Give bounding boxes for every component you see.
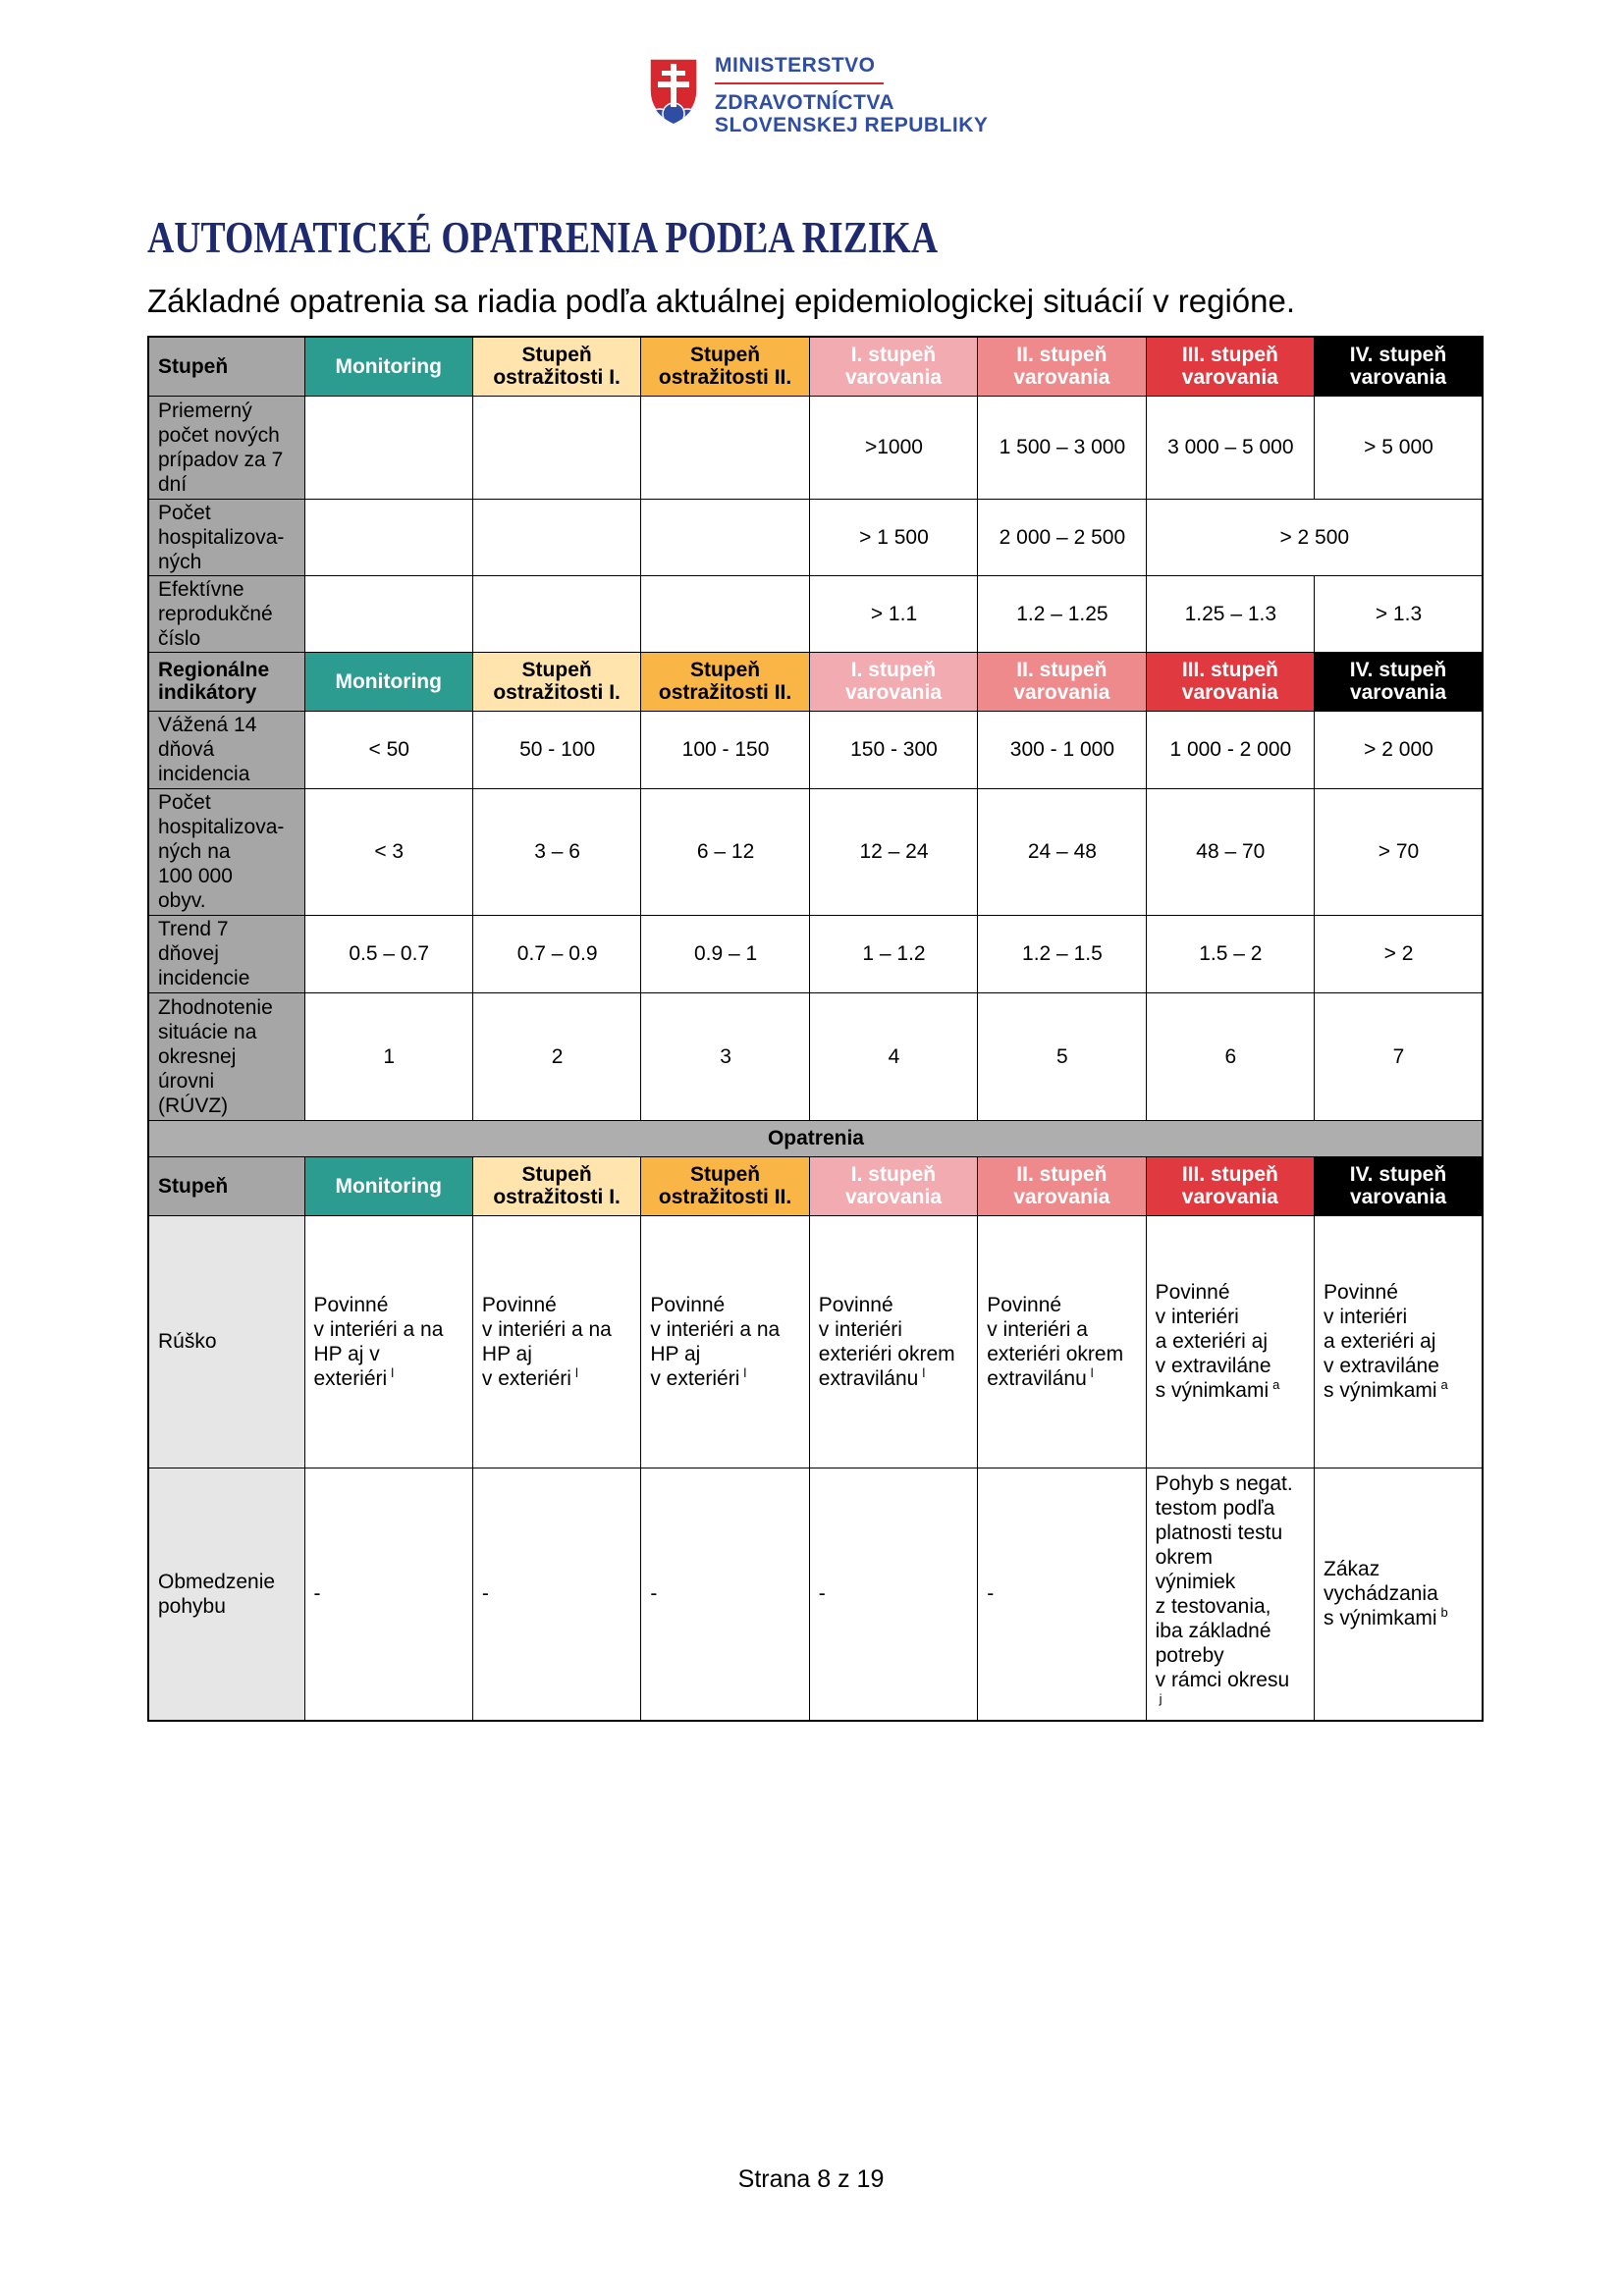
section-divider-row <box>148 1120 1483 1156</box>
table-cell <box>641 1215 809 1468</box>
level-header-vigilance-1: Stupeň ostražitosti I. <box>472 652 640 711</box>
level-header-warning-1: I. stupeň varovania <box>809 652 977 711</box>
level-header-warning-4: IV. stupeň varovania <box>1315 337 1483 396</box>
measure-row <box>148 1468 1483 1721</box>
table-cell <box>472 396 640 499</box>
table-cell <box>304 499 472 575</box>
level-header-warning-2: II. stupeň varovania <box>978 652 1146 711</box>
indicator-row <box>148 575 1483 652</box>
section-divider-title: Opatrenia <box>148 1120 1483 1156</box>
table-cell: 1.25 – 1.3 <box>1146 575 1314 652</box>
level-header-vigilance-2: Stupeň ostražitosti II. <box>641 1156 809 1215</box>
table-cell <box>641 396 809 499</box>
table-cell: 300 - 1 000 <box>978 711 1146 788</box>
table-cell <box>1146 1468 1314 1721</box>
table-cell: 1 <box>304 992 472 1120</box>
table-cell: - <box>978 1468 1146 1721</box>
logo-line-republic: SLOVENSKEJ REPUBLIKY <box>715 114 989 136</box>
row-label: Trend 7 dňovej incidencie <box>148 915 304 992</box>
table-cell <box>304 575 472 652</box>
cell-text: Pohyb s negat. testom podľa platnosti testu okrem výnimiek z testovania, iba základné potreby v rámci okresu <box>1155 1471 1293 1691</box>
table-cell <box>809 1215 977 1468</box>
footnote-marker: l <box>1090 1364 1094 1380</box>
indicator-row <box>148 915 1483 992</box>
table-cell: 6 – 12 <box>641 788 809 915</box>
table-cell: 4 <box>809 992 977 1120</box>
table-cell: 12 – 24 <box>809 788 977 915</box>
table-cell: > 2 000 <box>1315 711 1483 788</box>
row-label: Počet hospitalizova- ných <box>148 499 304 575</box>
table-cell: 1.2 – 1.25 <box>978 575 1146 652</box>
level-header-monitoring: Monitoring <box>304 1156 472 1215</box>
logo-divider <box>715 82 884 84</box>
measure-row <box>148 1215 1483 1468</box>
level-header-warning-1: I. stupeň varovania <box>809 1156 977 1215</box>
footnote-marker: j <box>1159 1690 1162 1706</box>
cell-text: Povinné v interiéri a na HP aj v exteriéri <box>481 1293 612 1390</box>
table-cell: 3 000 – 5 000 <box>1146 396 1314 499</box>
table-cell <box>472 575 640 652</box>
table-cell: > 1.1 <box>809 575 977 652</box>
level-header-row <box>148 652 1483 711</box>
table-cell: 3 – 6 <box>472 788 640 915</box>
logo-line-ministry: MINISTERSTVO <box>715 54 876 77</box>
table-cell <box>1315 1468 1483 1721</box>
risk-measures-table <box>147 336 1484 1722</box>
table-cell <box>472 1215 640 1468</box>
table-cell: 1.2 – 1.5 <box>978 915 1146 992</box>
level-header-row <box>148 1156 1483 1215</box>
footnote-marker: l <box>922 1364 926 1380</box>
cell-text: Povinné v interiéri exteriéri okrem extravilánu <box>818 1293 955 1390</box>
table-cell: 5 <box>978 992 1146 1120</box>
cell-text: Povinné v interiéri a exteriéri okrem extravilánu <box>987 1293 1124 1390</box>
table-cell: < 3 <box>304 788 472 915</box>
cell-text: Zákaz vychádzania s výnimkami <box>1324 1558 1438 1630</box>
table-cell <box>304 1215 472 1468</box>
indicator-row <box>148 499 1483 575</box>
level-header-warning-3: III. stupeň varovania <box>1146 652 1314 711</box>
table-cell: 50 - 100 <box>472 711 640 788</box>
indicator-row <box>148 788 1483 915</box>
level-header-warning-3: III. stupeň varovania <box>1146 1156 1314 1215</box>
table-cell: >1000 <box>809 396 977 499</box>
header-label-cell: Stupeň <box>148 337 304 396</box>
cell-text: Povinné v interiéri a na HP aj v exteriéri <box>313 1293 444 1390</box>
indicator-row <box>148 711 1483 788</box>
risk-table-body <box>148 337 1483 1721</box>
table-cell <box>1315 1215 1483 1468</box>
table-cell <box>472 499 640 575</box>
indicator-row <box>148 396 1483 499</box>
indicator-row <box>148 992 1483 1120</box>
table-cell: 150 - 300 <box>809 711 977 788</box>
ministry-logo <box>648 55 1001 143</box>
table-cell: 1.5 – 2 <box>1146 915 1314 992</box>
footnote-marker: a <box>1440 1377 1448 1392</box>
header-label-cell: Stupeň <box>148 1156 304 1215</box>
level-header-monitoring: Monitoring <box>304 337 472 396</box>
table-cell <box>304 396 472 499</box>
row-label: Rúško <box>148 1215 304 1468</box>
table-cell <box>1146 1215 1314 1468</box>
row-label: Počet hospitalizova- ných na 100 000 obyv. <box>148 788 304 915</box>
row-label: Efektívne reprodukčné číslo <box>148 575 304 652</box>
table-cell: - <box>304 1468 472 1721</box>
table-cell: 1 500 – 3 000 <box>978 396 1146 499</box>
table-cell: 0.7 – 0.9 <box>472 915 640 992</box>
footnote-marker: l <box>574 1364 578 1380</box>
table-cell <box>641 575 809 652</box>
logo-wordmark <box>715 55 988 136</box>
level-header-warning-2: II. stupeň varovania <box>978 337 1146 396</box>
page-subtitle: Základné opatrenia sa riadia podľa aktuálnej epidemiologickej situácií v regióne. <box>147 283 1296 319</box>
level-header-warning-2: II. stupeň varovania <box>978 1156 1146 1215</box>
level-header-vigilance-1: Stupeň ostražitosti I. <box>472 1156 640 1215</box>
table-cell: > 2 <box>1315 915 1483 992</box>
footnote-marker: b <box>1440 1605 1448 1621</box>
table-cell: - <box>641 1468 809 1721</box>
page-number: Strana 8 z 19 <box>737 2165 885 2193</box>
logo-line-health: ZDRAVOTNÍCTVA <box>715 91 895 114</box>
row-label: Obmedzenie pohybu <box>148 1468 304 1721</box>
table-cell <box>641 499 809 575</box>
row-label: Priemerný počet nových prípadov za 7 dní <box>148 396 304 499</box>
table-cell: 3 <box>641 992 809 1120</box>
footnote-marker: a <box>1272 1377 1280 1392</box>
table-cell: 6 <box>1146 992 1314 1120</box>
level-header-warning-1: I. stupeň varovania <box>809 337 977 396</box>
level-header-vigilance-1: Stupeň ostražitosti I. <box>472 337 640 396</box>
cell-text: Povinné v interiéri a na HP aj v exteriéri <box>650 1293 781 1390</box>
table-cell: 2 000 – 2 500 <box>978 499 1146 575</box>
table-cell: 0.9 – 1 <box>641 915 809 992</box>
table-cell: > 70 <box>1315 788 1483 915</box>
table-cell: 2 <box>472 992 640 1120</box>
table-cell <box>978 1215 1146 1468</box>
table-cell: - <box>809 1468 977 1721</box>
footnote-marker: l <box>391 1364 395 1380</box>
page-title: AUTOMATICKÉ OPATRENIA PODĽA RIZIKA <box>147 212 939 262</box>
table-cell: 24 – 48 <box>978 788 1146 915</box>
table-cell: 48 – 70 <box>1146 788 1314 915</box>
level-header-monitoring: Monitoring <box>304 652 472 711</box>
table-cell: > 1 500 <box>809 499 977 575</box>
table-cell: > 2 500 <box>1146 499 1483 575</box>
table-cell: < 50 <box>304 711 472 788</box>
table-cell: 0.5 – 0.7 <box>304 915 472 992</box>
level-header-warning-3: III. stupeň varovania <box>1146 337 1314 396</box>
row-label: Vážená 14 dňová incidencia <box>148 711 304 788</box>
level-header-row <box>148 337 1483 396</box>
table-cell: > 5 000 <box>1315 396 1483 499</box>
level-header-warning-4: IV. stupeň varovania <box>1315 652 1483 711</box>
level-header-warning-4: IV. stupeň varovania <box>1315 1156 1483 1215</box>
level-header-vigilance-2: Stupeň ostražitosti II. <box>641 337 809 396</box>
table-cell: 1 – 1.2 <box>809 915 977 992</box>
footnote-marker: l <box>743 1364 747 1380</box>
table-cell: > 1.3 <box>1315 575 1483 652</box>
table-cell: 1 000 - 2 000 <box>1146 711 1314 788</box>
level-header-vigilance-2: Stupeň ostražitosti II. <box>641 652 809 711</box>
table-cell: 7 <box>1315 992 1483 1120</box>
table-cell: - <box>472 1468 640 1721</box>
header-label-cell: Regionálne indikátory <box>148 652 304 711</box>
cell-text: Povinné v interiéri a exteriéri aj v extraviláne s výnimkami <box>1324 1281 1439 1402</box>
table-cell: 100 - 150 <box>641 711 809 788</box>
coat-of-arms-icon <box>648 57 699 126</box>
row-label: Zhodnotenie situácie na okresnej úrovni (RÚVZ) <box>148 992 304 1120</box>
cell-text: Povinné v interiéri a exteriéri aj v extraviláne s výnimkami <box>1155 1281 1271 1402</box>
